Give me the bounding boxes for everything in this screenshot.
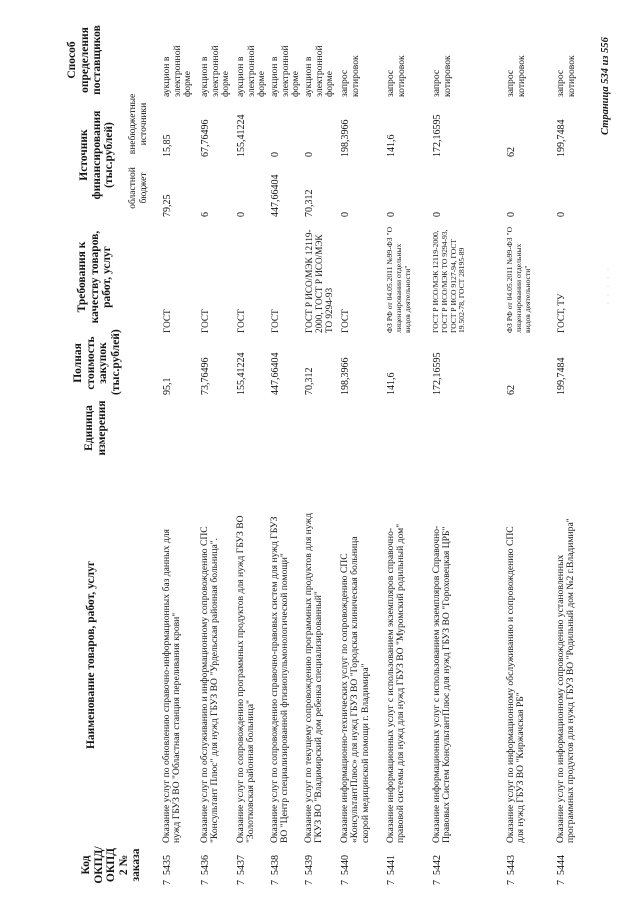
regional-budget-value: 79,25 xyxy=(162,194,173,217)
regional-budget-value: 0 xyxy=(386,212,397,217)
extrabudget-value: 198,3966 xyxy=(340,119,351,157)
regional-budget-value: 0 xyxy=(340,212,351,217)
order-code: 7 5443 xyxy=(506,855,517,885)
extrabudget-value: 15,85 xyxy=(162,134,173,157)
header-funding: Источник финансирования (тыс.рублей) xyxy=(78,110,115,200)
header-cost: Полная стоимость закупок (тыс.рублей) xyxy=(72,329,122,395)
order-code: 7 5437 xyxy=(236,855,247,885)
header-regional-budget: областной бюджет xyxy=(128,167,149,209)
header-requirements: Требования к качеству товаров, работ, услуг xyxy=(76,230,113,324)
header-code: Код ОКПД/ ОКПД 2 № заказа xyxy=(80,846,142,884)
procurement-method: запрос котировок xyxy=(385,55,407,97)
total-cost: 73,76496 xyxy=(200,357,211,395)
item-name: Оказание услуг по обслуживанию и информационному сопровождению СПС "Консультант Плюс" для нужд ГБУЗ ВО "Урдельская районная больница". xyxy=(199,526,221,843)
order-code: 7 5440 xyxy=(340,855,351,885)
procurement-method: аукцион в электронной форме xyxy=(161,45,194,97)
regional-budget-value: 447,66404 xyxy=(270,174,281,217)
extrabudget-value: 199,7484 xyxy=(556,119,567,157)
item-name: Оказание услуг по информационному обслуживанию и сопровождению СПС для нужд ГБУЗ ВО "Киржачская РБ" xyxy=(505,526,527,843)
regional-budget-value: 0 xyxy=(506,212,517,217)
item-name: Оказание услуг по обновлению справочно-информационных баз данных для нужд ГБУЗ ВО "Областная станция переливания крови" xyxy=(161,529,183,843)
item-name: Оказание информационных услуг с использованием экземпляров Справочно-Правовых Систем КонсультантПлюс для нужд ГБУЗ ВО "Гороховецкая ЦРБ" xyxy=(431,525,453,843)
extrabudget-value: 67,76496 xyxy=(200,119,211,157)
quality-requirements: ФЗ РФ от 04.05.2011 №99-ФЗ "О лицензировании отдельных видов деятельности" xyxy=(385,226,412,333)
total-cost: 70,312 xyxy=(304,367,315,395)
extrabudget-value: 172,16595 xyxy=(432,114,443,157)
total-cost: 447,66404 xyxy=(270,352,281,395)
total-cost: 198,3966 xyxy=(340,357,351,395)
procurement-method: аукцион в электронной форме xyxy=(235,45,268,97)
total-cost: 141,6 xyxy=(386,372,397,395)
item-name: Оказание услуг по текущему сопровождению программных продуктов для нужд ГКУЗ ВО "Владимирский дом ребенка специализированный" xyxy=(303,513,325,843)
item-name: Оказание услуг по сопровождению программных продуктов для нужд ГБУЗ ВО "Золотковская районная больница" xyxy=(235,515,257,843)
total-cost: 199,7484 xyxy=(556,357,567,395)
extrabudget-value: 0 xyxy=(270,152,281,157)
procurement-method: запрос котировок xyxy=(431,55,453,97)
regional-budget-value: 70,312 xyxy=(304,189,315,217)
scan-artifact: · · · · · xyxy=(604,265,613,305)
procurement-method: запрос котировок xyxy=(555,55,577,97)
item-name: Оказание услуг по информационному сопровождению установленных программных продуктов для нужд ГБУЗ ВО "Родильный дом №2 г.Владимира" xyxy=(555,518,577,843)
total-cost: 155,41224 xyxy=(236,352,247,395)
header-extrabudget: внебюджетные источники xyxy=(128,93,149,155)
procurement-method: аукцион в электронной форме xyxy=(269,45,302,97)
total-cost: 62 xyxy=(506,385,517,395)
item-name: Оказание информационных услуг с использованием экземпляров справочно-правовой системы для нужд для нужд ГБУЗ ВО "Муромский родильный дом" xyxy=(385,523,407,843)
regional-budget-value: 0 xyxy=(236,212,247,217)
item-name: Оказание услуг по сопровождению справочно-правовых систем для нужд ГБУЗ ВО "Центр специализированной фтизиопульмонологической помощи" xyxy=(269,516,291,843)
extrabudget-value: 155,41224 xyxy=(236,114,247,157)
order-code: 7 5444 xyxy=(556,855,567,885)
procurement-method: аукцион в электронной форме xyxy=(303,45,336,97)
quality-requirements: ГОСТ xyxy=(340,309,350,333)
order-code: 7 5438 xyxy=(270,855,281,885)
extrabudget-value: 62 xyxy=(506,147,517,157)
quality-requirements: ФЗ РФ от 04.05.2011 №99-ФЗ "О лицензировании отдельных видов деятельности" xyxy=(505,226,532,333)
procurement-method: запрос котировок xyxy=(505,55,527,97)
regional-budget-value: 6 xyxy=(200,212,211,217)
order-code: 7 5436 xyxy=(200,855,211,885)
header-method: Способ определения поставщиков xyxy=(66,25,103,95)
procurement-method: запрос котировок xyxy=(339,55,361,97)
page-number: Страница 534 из 556 xyxy=(600,37,611,135)
regional-budget-value: 0 xyxy=(432,212,443,217)
total-cost: 172,16595 xyxy=(432,352,443,395)
order-code: 7 5435 xyxy=(162,855,173,885)
header-unit: Единица измерения xyxy=(83,400,108,456)
order-code: 7 5439 xyxy=(304,855,315,885)
quality-requirements: ГОСТ Р ИСО/МЭК 12119-2000, ГОСТ Р ИСО/МЭК ТО 9294-93 xyxy=(304,229,335,333)
quality-requirements: ГОСТ xyxy=(162,309,172,333)
quality-requirements: ГОСТ, ТУ xyxy=(556,293,566,333)
order-code: 7 5441 xyxy=(386,855,397,885)
header-name: Наименование товаров, работ, услуг xyxy=(85,560,97,750)
regional-budget-value: 0 xyxy=(556,212,567,217)
extrabudget-value: 141,6 xyxy=(386,134,397,157)
extrabudget-value: 0 xyxy=(304,152,315,157)
total-cost: 95,1 xyxy=(162,377,173,395)
quality-requirements: ГОСТ xyxy=(200,309,210,333)
item-name: Оказание информационно-технических услуг по сопровождению СПС «КонсультантПлюс» для нужд ГБУЗ ВО "Городская клиническая больница скорой медицинской помощи г. Владимира" xyxy=(339,536,371,843)
procurement-method: аукцион в электронной форме xyxy=(199,45,232,97)
quality-requirements: ГОСТ Р ИСО/МЭК 12119-2000, ГОСТ Р ИСО/МЭК ТО 9294-93, ГОСТ Р ИСО 9127-94, ГОСТ 19.502-78, ГОСТ 28195-89 xyxy=(431,229,467,333)
quality-requirements: ГОСТ xyxy=(236,309,246,333)
quality-requirements: ГОСТ xyxy=(270,309,280,333)
order-code: 7 5442 xyxy=(432,855,443,885)
